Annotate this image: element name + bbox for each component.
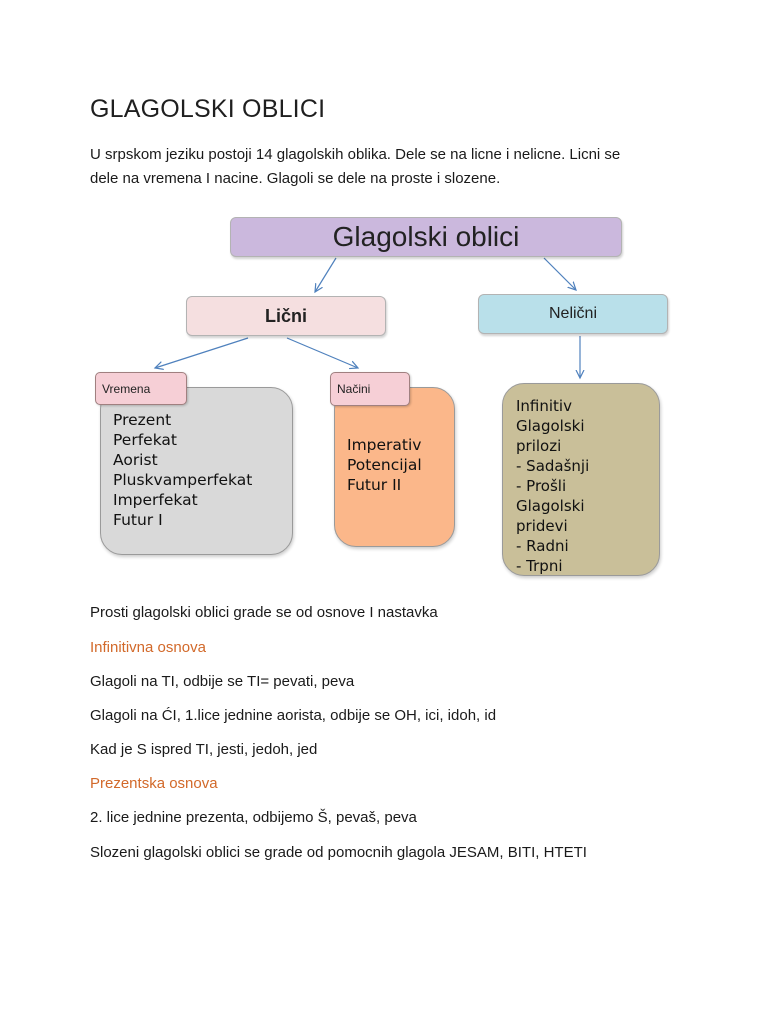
list-item: Futur II: [347, 476, 402, 494]
list-item: Prezent: [113, 411, 172, 429]
list-nacini: [347, 435, 422, 495]
tag-vremena: Vremena: [95, 372, 187, 405]
list-item: Infinitiv: [516, 397, 572, 415]
list-vremena: [113, 410, 252, 530]
arrow-licni-to-nacini: [287, 338, 358, 368]
list-item: Aorist: [113, 451, 158, 469]
heading-infinitivna-osnova: Infinitivna osnova: [90, 639, 206, 656]
arrow-root-to-nelicni: [544, 258, 576, 290]
list-item: Potencijal: [347, 456, 422, 474]
list-nelicni: [516, 396, 589, 576]
heading-prezentska-osnova: Prezentska osnova: [90, 775, 218, 792]
list-item: Pluskvamperfekat: [113, 471, 253, 489]
list-item: Futur I: [113, 511, 163, 529]
list-item: Imperfekat: [113, 491, 198, 509]
paragraph-slozeni-oblici: Slozeni glagolski oblici se grade od pomocnih glagola JESAM, BITI, HTETI: [90, 844, 587, 861]
verb-forms-diagram: [0, 200, 768, 590]
node-licni: Lični: [186, 296, 386, 336]
list-item: Imperativ: [347, 436, 422, 454]
list-item: Glagolski: [516, 497, 585, 515]
paragraph-s-ispred-ti: Kad je S ispred TI, jesti, jedoh, jed: [90, 741, 318, 758]
page-title: GLAGOLSKI OBLICI: [90, 95, 326, 123]
node-nelicni: Nelični: [478, 294, 668, 334]
list-item: - Radni: [516, 537, 569, 555]
intro-paragraph: [90, 143, 680, 191]
list-item: Glagolski: [516, 417, 585, 435]
list-item: prilozi: [516, 437, 562, 455]
list-item: pridevi: [516, 517, 568, 535]
paragraph-glagoli-na-ti: Glagoli na TI, odbije se TI= pevati, peva: [90, 673, 355, 690]
intro-line-1: U srpskom jeziku postoji 14 glagolskih oblika. Dele se na licne i nelicne. Licni se: [90, 146, 621, 163]
paragraph-prosti-oblici: Prosti glagolski oblici grade se od osnove I nastavka: [90, 604, 438, 621]
intro-line-2: dele na vremena I nacine. Glagoli se dele na proste i slozene.: [90, 170, 501, 187]
list-item: - Sadašnji: [516, 457, 590, 475]
root-node-glagolski-oblici: Glagolski oblici: [230, 217, 622, 257]
list-item: - Trpni: [516, 557, 563, 575]
paragraph-glagoli-na-ci: Glagoli na ĆI, 1.lice jednine aorista, odbije se OH, ici, idoh, id: [90, 707, 497, 724]
paragraph-lice-jednine: 2. lice jednine prezenta, odbijemo Š, pevaš, peva: [90, 809, 417, 826]
list-item: Perfekat: [113, 431, 177, 449]
arrow-licni-to-vremena: [155, 338, 248, 368]
tag-nacini: Načini: [330, 372, 410, 406]
list-item: - Prošli: [516, 477, 567, 495]
arrow-root-to-licni: [315, 258, 336, 292]
